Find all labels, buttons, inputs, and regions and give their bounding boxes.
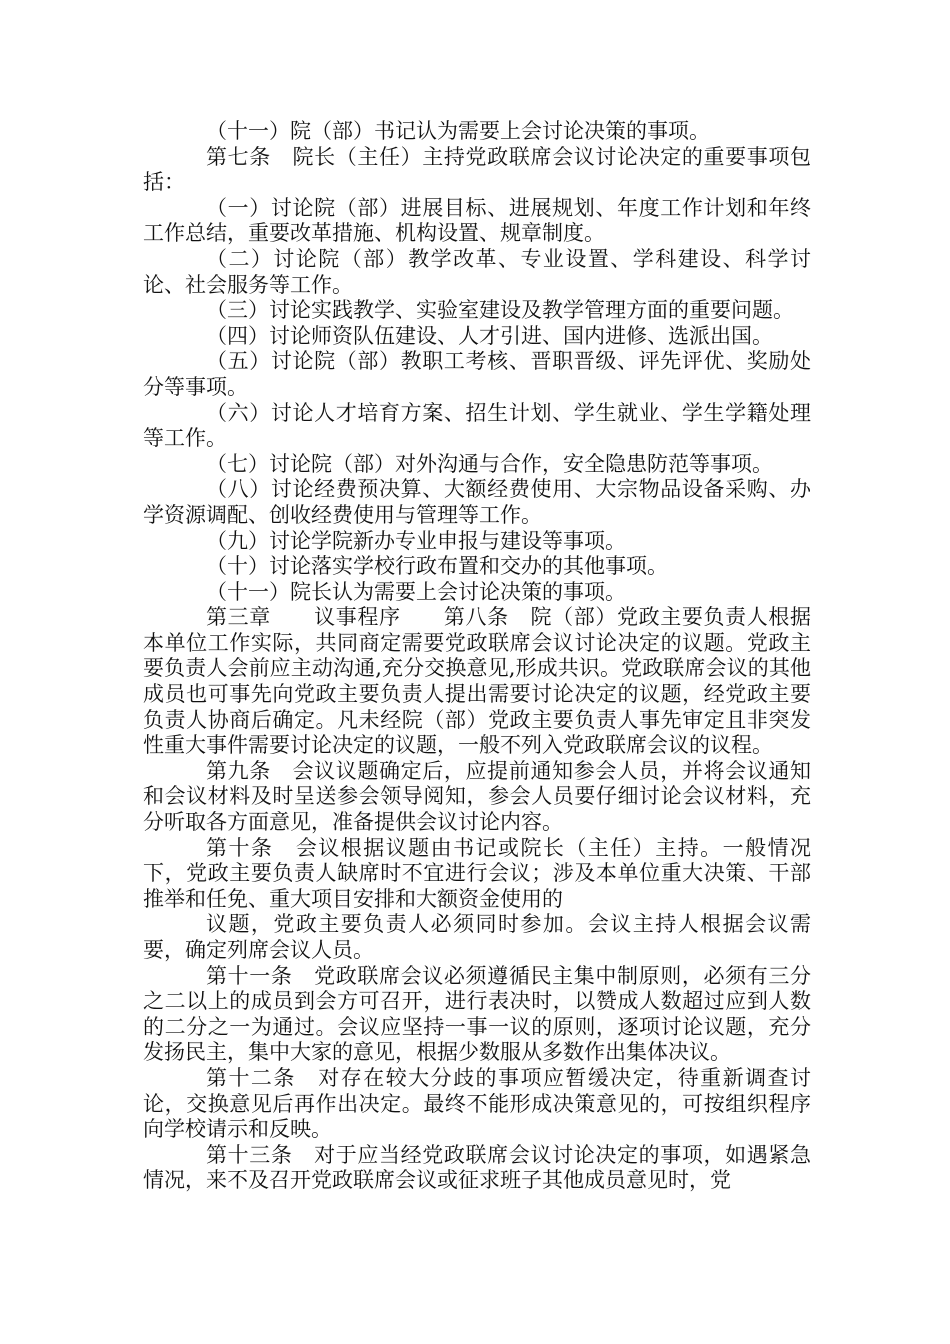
paragraph-item-7: （七）讨论院（部）对外沟通与合作，安全隐患防范等事项。 bbox=[206, 451, 773, 476]
paragraph-item-5: （五）讨论院（部）教职工考核、晋职晋级、评先评优、奖励处分等事项。 bbox=[143, 349, 811, 399]
paragraph-item-11-dean: （十一）院长认为需要上会讨论决策的事项。 bbox=[206, 579, 626, 604]
paragraph-article-10: 第十条 会议根据议题由书记或院长（主任）主持。一般情况下，党政主要负责人缺席时不宜进行会议；涉及本单位重大决策、干部推举和任免、重大项目安排和大额资金使用的 bbox=[143, 835, 811, 911]
paragraph-article-7: 第七条 院长（主任）主持党政联席会议讨论决定的重要事项包括： bbox=[143, 144, 811, 195]
paragraph-article-11: 第十一条 党政联席会议必须遵循民主集中制原则，必须有三分之二以上的成员到会方可召开，进行表决时，以赞成人数超过应到人数的二分之一为通过。会议应坚持一事一议的原则，逐项讨论议题，充分发扬民主，集中大家的意见，根据少数服从多数作出集体决议。 bbox=[143, 963, 811, 1065]
paragraph-article-10-continued: 议题，党政主要负责人必须同时参加。会议主持人根据会议需要，确定列席会议人员。 bbox=[143, 912, 811, 962]
paragraph-article-9: 第九条 会议议题确定后，应提前通知参会人员，并将会议通知和会议材料及时呈送参会领导阅知，参会人员要仔细讨论会议材料，充分听取各方面意见，准备提供会议讨论内容。 bbox=[143, 758, 811, 835]
paragraph-article-13: 第十三条 对于应当经党政联席会议讨论决定的事项，如遇紧急情况，来不及召开党政联席会议或征求班子其他成员意见时，党 bbox=[143, 1142, 811, 1193]
paragraph-item-1: （一）讨论院（部）进展目标、进展规划、年度工作计划和年终工作总结，重要改革措施、机构设置、规章制度。 bbox=[143, 195, 811, 246]
paragraph-item-3: （三）讨论实践教学、实验室建设及教学管理方面的重要问题。 bbox=[206, 298, 794, 323]
paragraph-item-11-secretary: （十一）院（部）书记认为需要上会讨论决策的事项。 bbox=[206, 119, 710, 143]
paragraph-item-2: （二）讨论院（部）教学改革、专业设置、学科建设、科学讨论、社会服务等工作。 bbox=[143, 246, 811, 297]
paragraph-article-12: 第十二条 对存在较大分歧的事项应暂缓决定，待重新调查讨论，交换意见后再作出决定。最终不能形成决策意见的，可按组织程序向学校请示和反映。 bbox=[143, 1065, 811, 1142]
paragraph-item-6: （六）讨论人才培育方案、招生计划、学生就业、学生学籍处理等工作。 bbox=[143, 400, 811, 451]
paragraph-item-10: （十）讨论落实学校行政布置和交办的其他事项。 bbox=[206, 554, 668, 579]
document-body bbox=[143, 119, 811, 1194]
paragraph-item-8: （八）讨论经费预决算、大额经费使用、大宗物品设备采购、办学资源调配、创收经费使用与管理等工作。 bbox=[143, 477, 811, 527]
paragraph-item-4: （四）讨论师资队伍建设、人才引进、国内进修、选派出国。 bbox=[206, 323, 773, 348]
paragraph-chapter-3-article-8: 第三章 议事程序 第八条 院（部）党政主要负责人根据本单位工作实际，共同商定需要党政联席会议讨论决定的议题。党政主要负责人会前应主动沟通,充分交换意见,形成共识。党政联席会议的其他成员也可事先向党政主要负责人提出需要讨论决定的议题，经党政主要负责人协商后确定。凡未经院（部）党政主要负责人事先审定且非突发性重大事件需要讨论决定的议题，一般不列入党政联席会议的议程。 bbox=[143, 605, 811, 758]
paragraph-item-9: （九）讨论学院新办专业申报与建设等事项。 bbox=[206, 528, 626, 553]
